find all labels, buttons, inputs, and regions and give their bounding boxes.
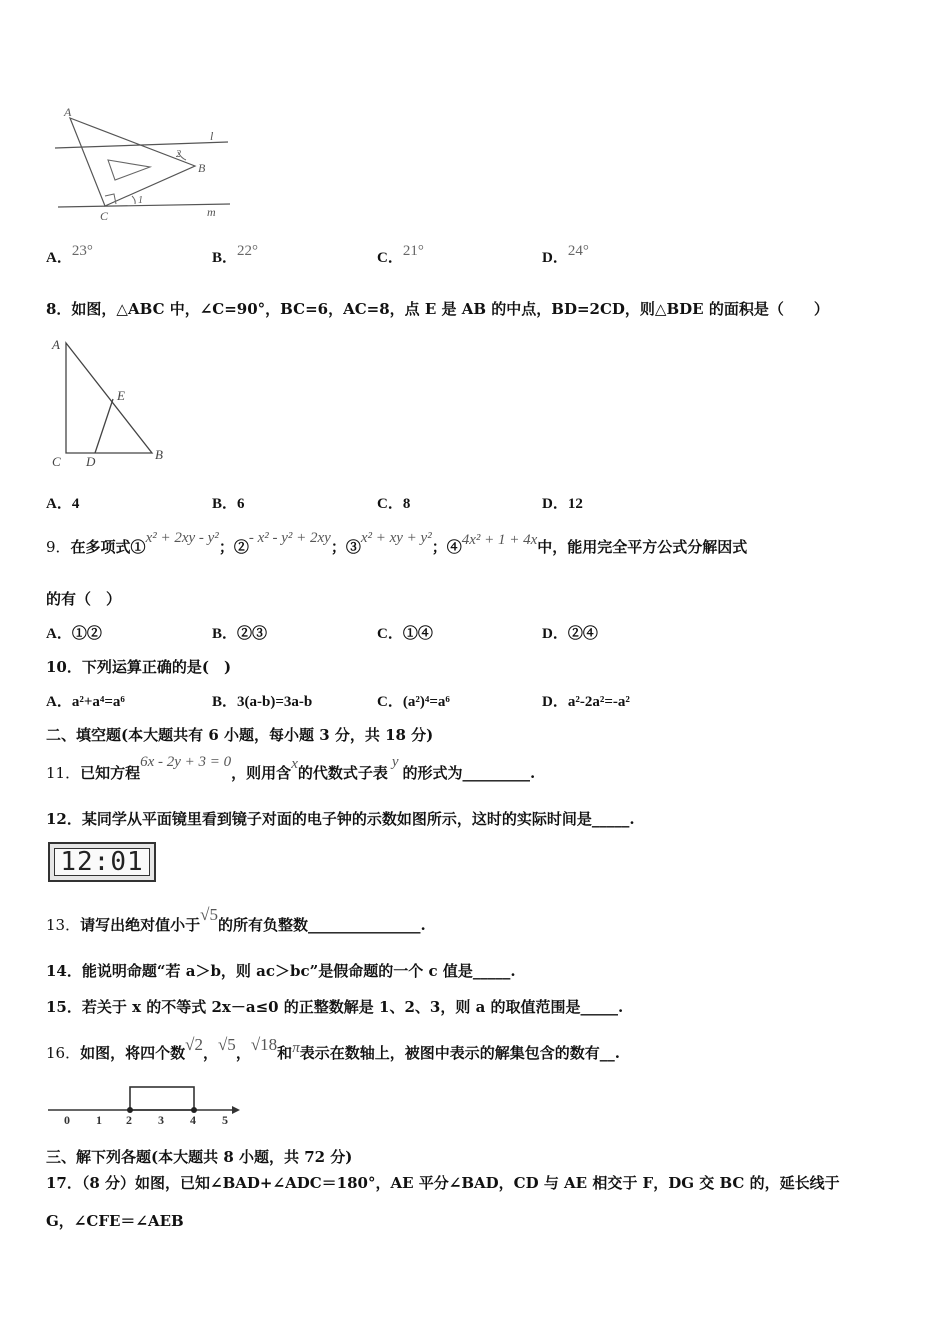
q9-expr1: x² + 2xy - y² (145, 530, 219, 546)
q11-equation: 6x - 2y + 3 = 0 (140, 754, 232, 770)
q17-line2: G，∠CFE＝∠AEB (46, 1212, 184, 1230)
tick-1: 1 (96, 1113, 102, 1127)
solution-set-bracket (130, 1087, 194, 1110)
q9-expr3: x² + xy + y² (360, 530, 432, 546)
number-line (46, 1080, 246, 1130)
q7-option-a[interactable]: A．23° (46, 243, 93, 266)
q9-option-d[interactable]: D．②④ (542, 626, 598, 642)
label-c: C (100, 209, 109, 223)
q8-figure (48, 335, 178, 470)
q9-option-a[interactable]: A．①② (46, 626, 102, 642)
tick-2: 2 (126, 1113, 132, 1127)
section-3-heading: 三、解下列各题(本大题共 8 小题，共 72 分) (46, 1148, 353, 1166)
label-c: C (52, 454, 61, 469)
q8-option-d[interactable]: D．12 (542, 496, 583, 512)
label-l: l (210, 129, 214, 143)
tick-3: 3 (158, 1113, 164, 1127)
label-angle-2: 2 (176, 149, 181, 160)
section-2-heading: 二、填空题(本大题共有 6 小题，每小题 3 分，共 18 分) (46, 726, 434, 744)
q8-option-b[interactable]: B．6 (212, 496, 245, 512)
mirrored-clock (48, 842, 156, 882)
triangle-abc (66, 343, 152, 453)
q9-line2: 的有（ ） (46, 590, 122, 608)
q9-option-b[interactable]: B．②③ (212, 626, 268, 642)
q14-text: 14．能说明命题“若 a＞b，则 ac＞bc”是假命题的一个 c 值是_____. (46, 962, 516, 980)
axis-arrow (232, 1106, 240, 1114)
q10-option-a[interactable]: A．a²+a⁴=a⁶ (46, 694, 125, 710)
label-a: A (52, 337, 60, 352)
tick-4: 4 (190, 1113, 196, 1127)
label-a: A (64, 105, 72, 119)
inner-triangle (108, 160, 150, 180)
q9-line1: 9．在多项式①x² + 2xy - y²；②- x² - y² + 2xy；③x² + xy + y²；④4x² + 1 + 4x中，能用完全平方公式分解因式 (46, 530, 748, 556)
label-b: B (198, 161, 206, 175)
q9-expr4: 4x² + 1 + 4x (461, 532, 538, 548)
q8-option-c[interactable]: C．8 (377, 496, 411, 512)
sqrt5: √5 (200, 905, 218, 924)
q16-text: 16．如图，将四个数√2，√5，√18和π表示在数轴上，被图中表示的解集包含的数有__. (46, 1035, 620, 1062)
clock-display: 12:01 (54, 848, 150, 876)
label-e: E (117, 388, 125, 403)
q10-text: 10．下列运算正确的是( ) (46, 658, 232, 676)
q11-text: 11．已知方程6x - 2y + 3 = 0，则用含x的代数式子表y的形式为_________. (46, 754, 536, 782)
q15-text: 15．若关于 x 的不等式 2x－a≤0 的正整数解是 1、2、3，则 a 的取值范围是_____. (46, 998, 624, 1016)
tick-labels (64, 1113, 228, 1127)
q13-text: 13．请写出绝对值小于√5的所有负整数_______________. (46, 905, 426, 934)
q7-option-c[interactable]: C．21° (377, 243, 424, 266)
q12-text: 12．某同学从平面镜里看到镜子对面的电子钟的示数如图所示，这时的实际时间是_____. (46, 810, 635, 828)
segment-de (95, 399, 113, 453)
label-d: D (86, 454, 96, 469)
q9-option-c[interactable]: C．①④ (377, 626, 433, 642)
q10-option-d[interactable]: D．a²-2a²=-a² (542, 694, 630, 710)
q8-text: 8．如图，△ABC 中，∠C=90°，BC=6，AC=8，点 E 是 AB 的中点，BD=2CD，则△BDE 的面积是（ ） (46, 300, 829, 318)
angle-1-arc (132, 196, 135, 204)
q17-line1: 17．（8 分）如图，已知∠BAD+∠ADC＝180°，AE 平分∠BAD，CD 与 AE 相交于 F，DG 交 BC 的，延长线于 (46, 1174, 840, 1192)
q7-option-b[interactable]: B．22° (212, 243, 259, 266)
q7-figure (50, 100, 240, 225)
q7-option-d[interactable]: D．24° (542, 243, 589, 266)
tick-0: 0 (64, 1113, 70, 1127)
tick-5: 5 (222, 1113, 228, 1127)
q9-expr2: - x² - y² + 2xy (248, 530, 331, 546)
line-m (58, 204, 230, 207)
triangle-abc (70, 118, 195, 206)
label-m: m (207, 205, 216, 219)
label-b: B (155, 447, 163, 462)
label-angle-1: 1 (138, 195, 143, 206)
q10-option-b[interactable]: B．3(a-b)=3a-b (212, 694, 313, 710)
q8-option-a[interactable]: A．4 (46, 496, 80, 512)
q10-option-c[interactable]: C．(a²)⁴=a⁶ (377, 694, 450, 710)
